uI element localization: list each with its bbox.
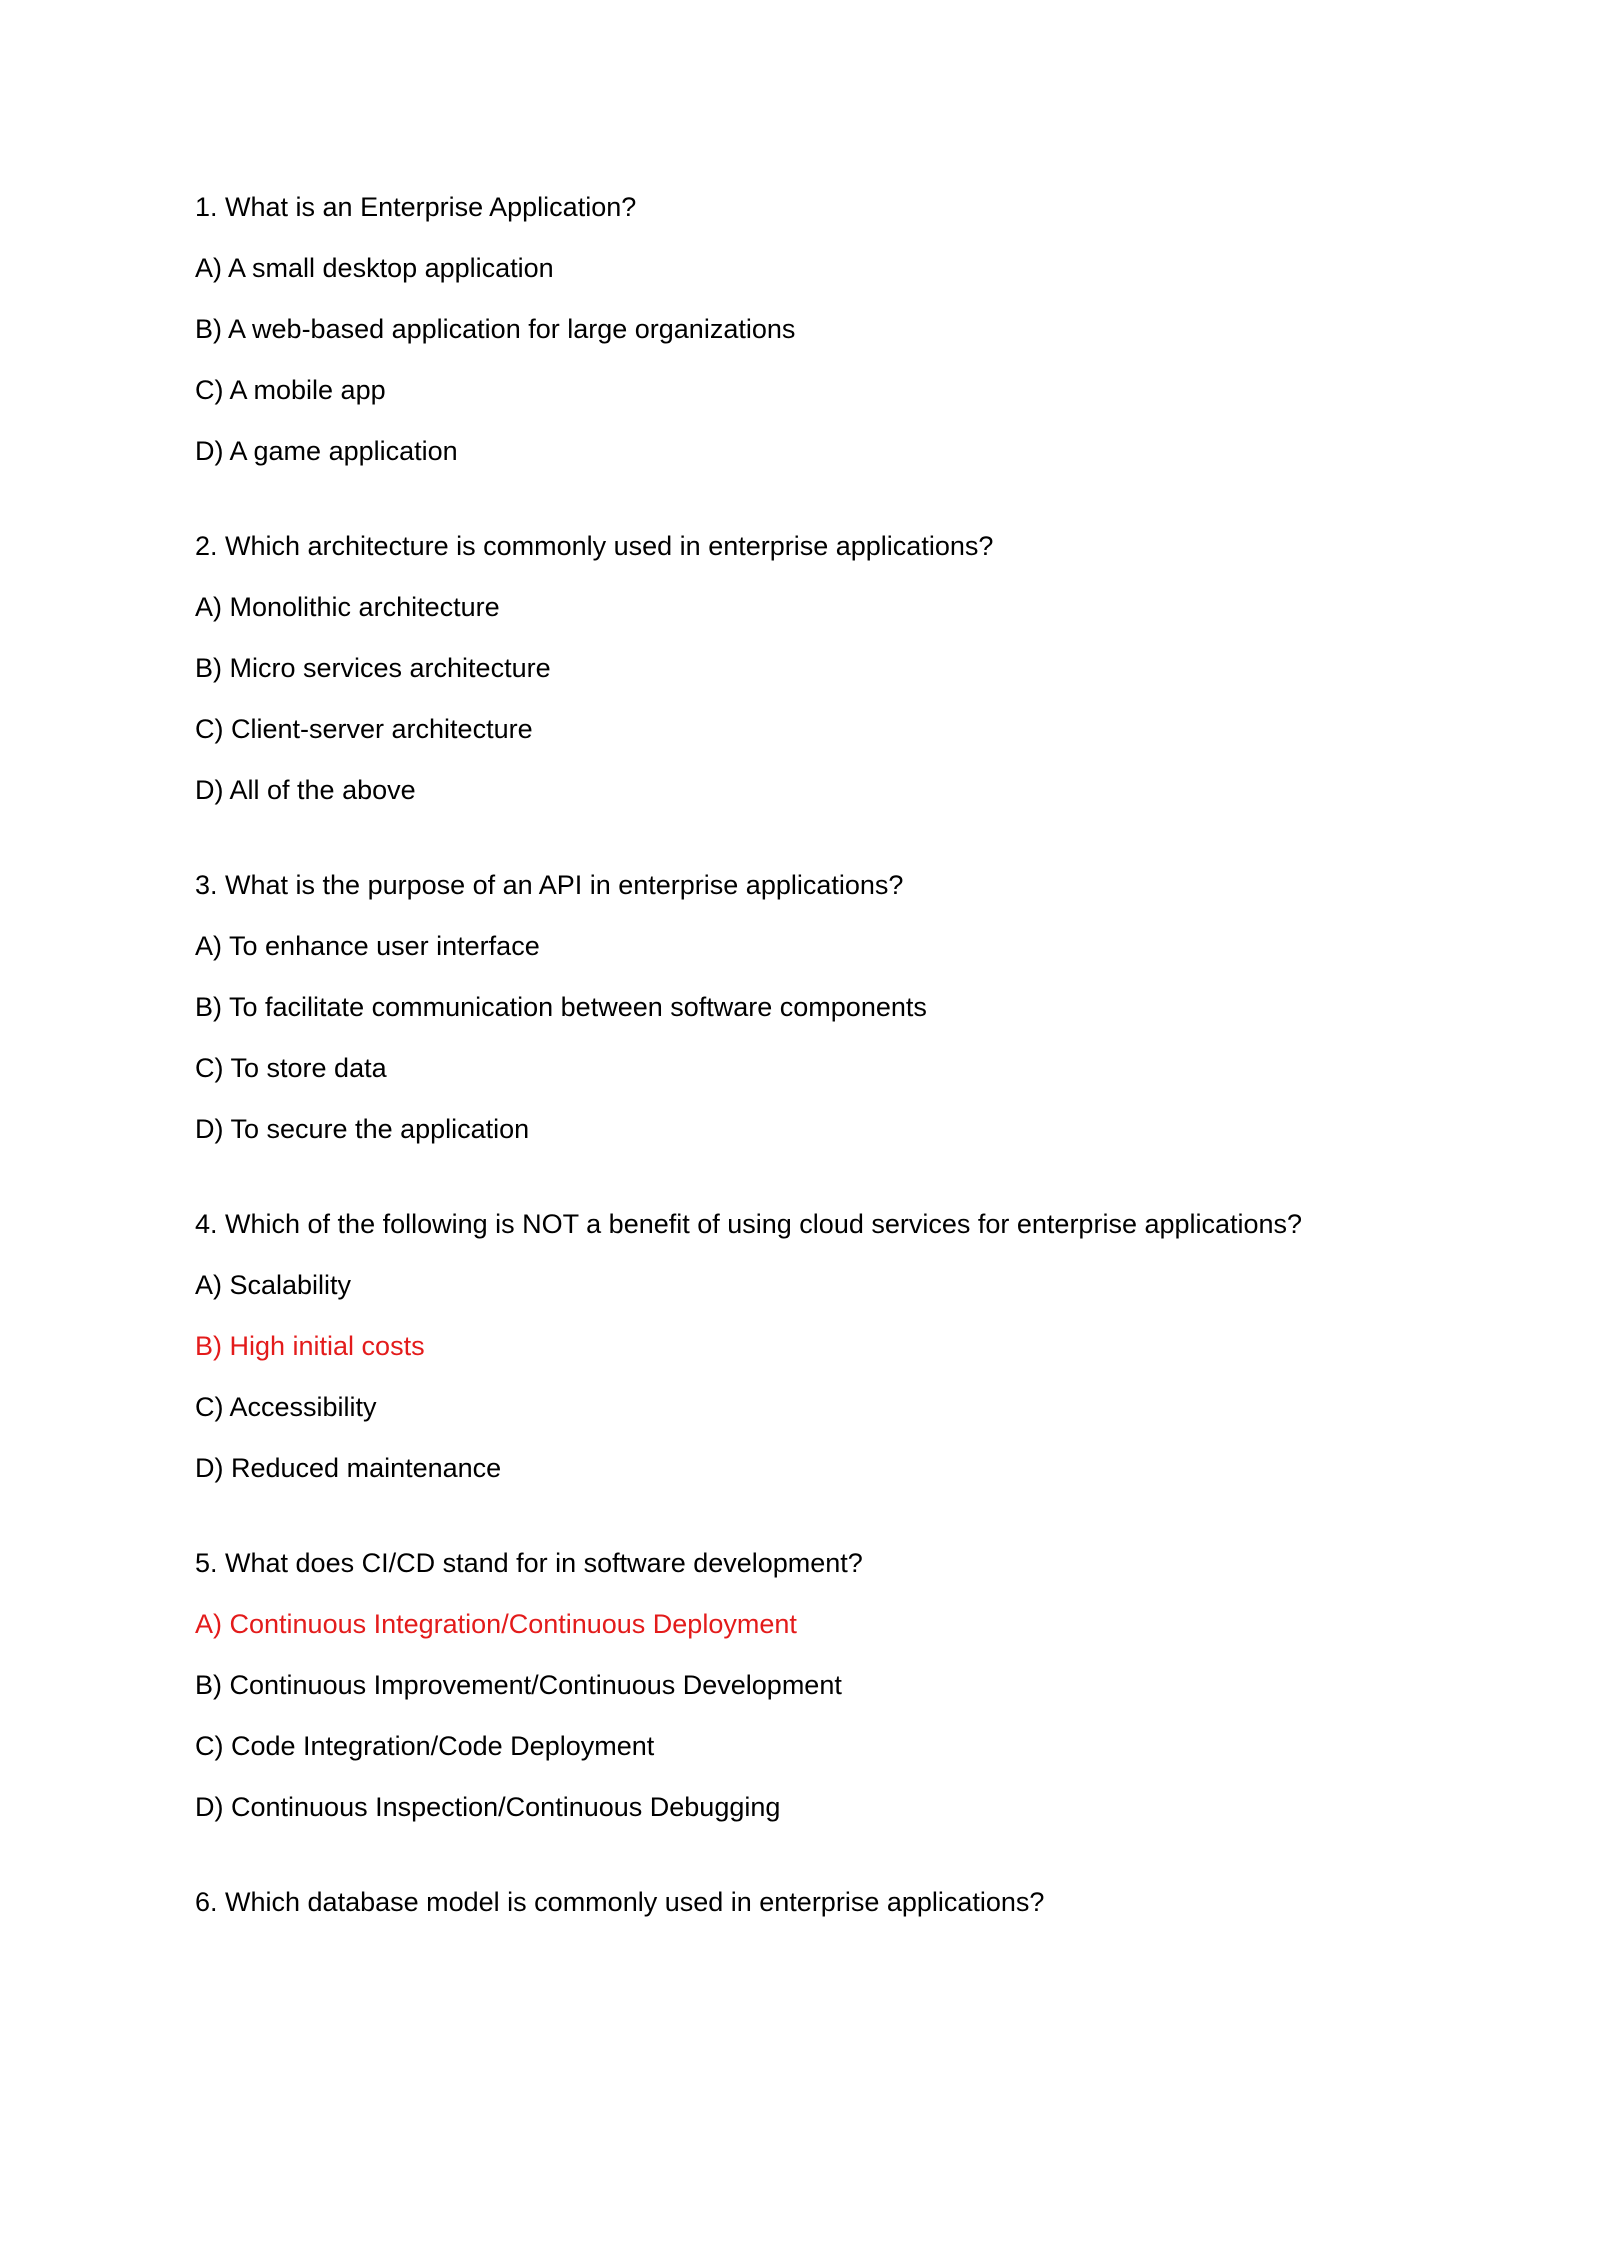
option-b: B) To facilitate communication between software components [195,992,927,1022]
question-block-5 [195,1546,1445,1824]
option-b: B) Micro services architecture [195,653,551,683]
question-text: 4. Which of the following is NOT a benefit of using cloud services for enterprise applications? [195,1209,1303,1239]
option-a-correct-answer: A) Continuous Integration/Continuous Deployment [195,1609,797,1639]
option-c: C) Code Integration/Code Deployment [195,1731,655,1761]
question-text: 3. What is the purpose of an API in enterprise applications? [195,870,904,900]
option-b: B) A web-based application for large organizations [195,314,796,344]
question-text: 1. What is an Enterprise Application? [195,192,637,222]
question-text: 6. Which database model is commonly used in enterprise applications? [195,1887,1045,1917]
option-c: C) Client-server architecture [195,714,533,744]
option-d: D) All of the above [195,775,416,805]
option-b-correct-answer: B) High initial costs [195,1331,425,1361]
quiz-content [195,190,1445,1980]
option-c: C) Accessibility [195,1392,377,1422]
option-b: B) Continuous Improvement/Continuous Development [195,1670,842,1700]
question-block-3 [195,868,1445,1146]
question-text: 5. What does CI/CD stand for in software development? [195,1548,863,1578]
option-d: D) Reduced maintenance [195,1453,502,1483]
option-a: A) Scalability [195,1270,352,1300]
option-c: C) To store data [195,1053,387,1083]
option-d: D) A game application [195,436,458,466]
question-block-2 [195,529,1445,807]
option-c: C) A mobile app [195,375,386,405]
question-text: 2. Which architecture is commonly used in enterprise applications? [195,531,994,561]
question-block-6 [195,1885,1445,1919]
option-a: A) To enhance user interface [195,931,540,961]
option-d: D) Continuous Inspection/Continuous Debugging [195,1792,781,1822]
option-a: A) A small desktop application [195,253,554,283]
question-block-1 [195,190,1445,468]
question-block-4 [195,1207,1445,1485]
option-d: D) To secure the application [195,1114,530,1144]
option-a: A) Monolithic architecture [195,592,500,622]
